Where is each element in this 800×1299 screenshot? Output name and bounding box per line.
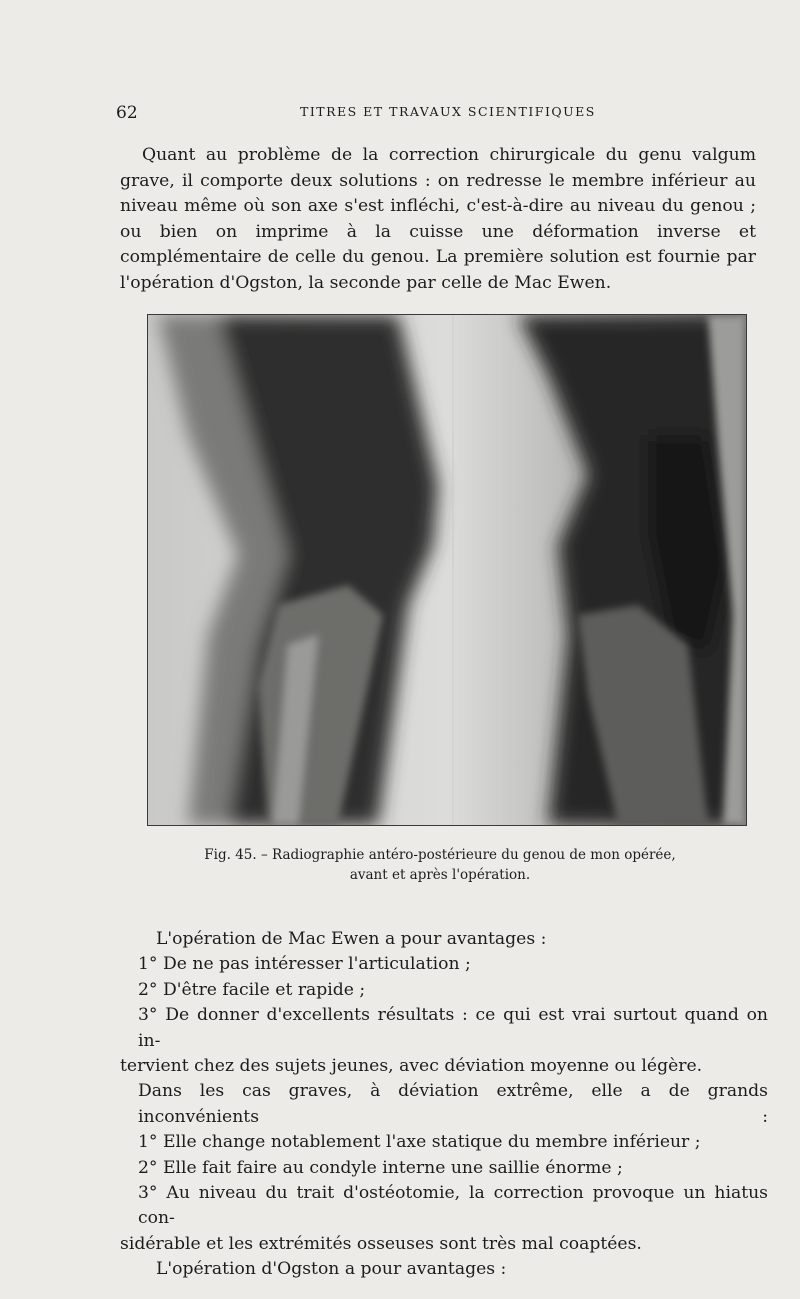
text-line: 2° D'être facile et rapide ; [138, 979, 366, 1000]
caption-line-2: avant et après l'opération. [349, 867, 531, 883]
text-line: 2° Elle fait faire au condyle interne une saillie énorme ; [138, 1157, 623, 1178]
caption-line-1: Fig. 45. – Radiographie antéro-postérieure du genou de mon opérée, [204, 847, 676, 863]
text-line: 1° Elle change notablement l'axe statique du membre inférieur ; [138, 1132, 701, 1153]
knee-radiograph-figure [147, 314, 747, 826]
text-line: 1° De ne pas intéresser l'articulation ; [138, 954, 471, 975]
text-line: L'opération d'Ogston a pour avantages : [156, 1259, 507, 1280]
text-line: tervient chez des sujets jeunes, avec déviation moyenne ou légère. [120, 1056, 703, 1077]
running-title: TITRES ET TRAVAUX SCIENTIFIQUES [300, 104, 596, 119]
intro-paragraph [120, 143, 756, 296]
text-line: sidérable et les extrémités osseuses sont très mal coaptées. [120, 1233, 642, 1254]
page-number: 62 [116, 103, 138, 123]
text-line: 3° De donner d'excellents résultats : ce qui est vrai surtout quand on in- [138, 1005, 768, 1051]
radiograph-image [148, 315, 746, 825]
text-line: 3° Au niveau du trait d'ostéotomie, la correction provoque un hiatus con- [138, 1183, 768, 1229]
text-line: L'opération de Mac Ewen a pour avantages : [156, 929, 547, 949]
figure-caption [140, 845, 740, 885]
text-line: Dans les cas graves, à déviation extrême, elle a de grands inconvénients : [138, 1081, 768, 1127]
intro-paragraph-text: Quant au problème de la correction chirurgicale du genu valgum grave, il comporte deux solutions : on redresse le membre inférieur au niveau même où son axe s'est infléchi, c'est-à-dire au niveau du genou ; ou bien on imprime à la cuisse une déformation inverse et complémentaire de celle du genou. La première solution est fournie par l'opération d'Ogston, la seconde par celle de Mac Ewen. [120, 145, 756, 293]
body-text [120, 927, 768, 1283]
